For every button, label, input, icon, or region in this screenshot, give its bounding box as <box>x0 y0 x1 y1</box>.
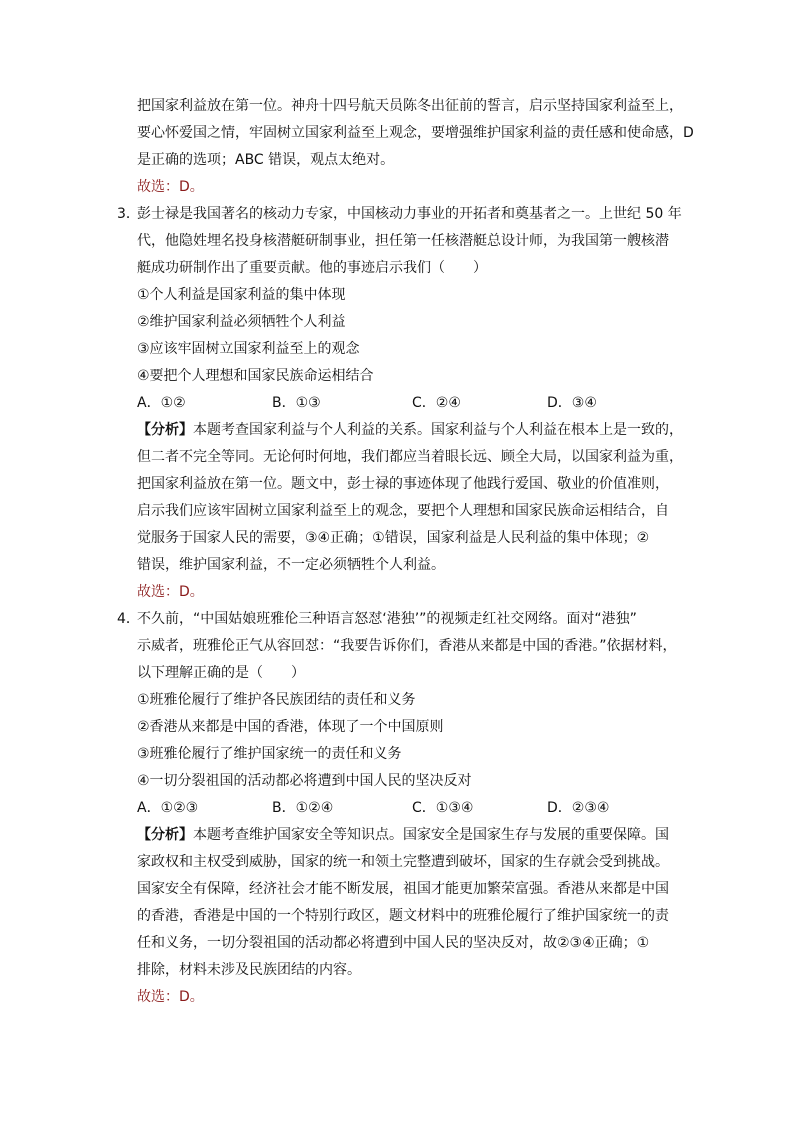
analysis-label: 【分析】 <box>137 827 193 843</box>
statement-item: ②维护国家利益必须牺牲个人利益 <box>137 314 346 330</box>
answer-line: 故选：D。 <box>137 989 204 1005</box>
analysis-line: 把国家利益放在第一位。题文中，彭士禄的事迹体现了他践行爱国、敬业的价值准则， <box>137 476 669 492</box>
analysis-label: 【分析】 <box>137 422 193 438</box>
option-b: B．①②④ <box>272 800 334 816</box>
option-d: D．②③④ <box>547 800 610 816</box>
option-c: C．②④ <box>412 395 461 411</box>
option-a: A．①②③ <box>137 800 199 816</box>
statement-item: ④要把个人理想和国家民族命运相结合 <box>137 368 374 384</box>
analysis-line: 任和义务，一切分裂祖国的活动都必将遭到中国人民的坚决反对，故②③④正确；① <box>137 935 650 951</box>
paragraph-line: 把国家利益放在第一位。神舟十四号航天员陈冬出征前的誓言，启示坚持国家利益至上， <box>137 98 683 114</box>
paragraph-line: 要心怀爱国之情，牢固树立国家利益至上观念，要增强维护国家利益的责任感和使命感，D <box>137 125 694 141</box>
question-stem-line: 彭士禄是我国著名的核动力专家，中国核动力事业的开拓者和奠基者之一。上世纪 50 年 <box>137 206 682 222</box>
option-b: B．①③ <box>272 395 321 411</box>
analysis-line <box>137 420 683 440</box>
analysis-line: 的香港，香港是中国的一个特别行政区，题文材料中的班雅伦履行了维护国家统一的责 <box>137 908 669 924</box>
question-stem-line: 以下理解正确的是（ ） <box>137 665 305 681</box>
question-stem-line: 代，他隐姓埋名投身核潜艇研制事业，担任第一任核潜艇总设计师，为我国第一艘核潜 <box>137 233 669 249</box>
question-number: 3． <box>117 206 140 222</box>
analysis-line: 家政权和主权受到威胁，国家的统一和领土完整遭到破坏，国家的生存就会受到挑战。 <box>137 854 669 870</box>
question-stem-line: 示威者，班雅伦正气从容回怼：“我要告诉你们，香港从来都是中国的香港。”依据材料， <box>137 638 677 654</box>
answer-line: 故选：D。 <box>137 179 204 195</box>
statement-item: ②香港从来都是中国的香港，体现了一个中国原则 <box>137 719 444 735</box>
option-a: A．①② <box>137 395 186 411</box>
statement-item: ③应该牢固树立国家利益至上的观念 <box>137 341 360 357</box>
question-number: 4． <box>117 611 140 627</box>
analysis-text: 本题考查维护国家安全等知识点。国家安全是国家生存与发展的重要保障。国 <box>193 827 669 843</box>
analysis-line: 排除，材料未涉及民族团结的内容。 <box>137 962 361 978</box>
statement-item: ①班雅伦履行了维护各民族团结的责任和义务 <box>137 692 416 708</box>
question-stem-line: 艇成功研制作出了重要贡献。他的事迹启示我们（ ） <box>137 260 487 276</box>
paragraph-line: 是正确的选项；ABC 错误，观点太绝对。 <box>137 152 395 168</box>
statement-item: ④一切分裂祖国的活动都必将遭到中国人民的坚决反对 <box>137 773 472 789</box>
option-c: C．①③④ <box>412 800 474 816</box>
question-stem-line: 不久前，“中国姑娘班雅伦三种语言怒怼‘港独’”的视频走红社交网络。面对“港独” <box>137 611 637 627</box>
analysis-line: 觉服务于国家人民的需要，③④正确；①错误，国家利益是人民利益的集中体现；② <box>137 530 650 546</box>
option-d: D．③④ <box>547 395 597 411</box>
statement-item: ①个人利益是国家利益的集中体现 <box>137 287 346 303</box>
answer-line: 故选：D。 <box>137 584 204 600</box>
analysis-line: 但二者不完全等同。无论何时何地，我们都应当着眼长远、顾全大局，以国家利益为重， <box>137 449 683 465</box>
analysis-line: 启示我们应该牢固树立国家利益至上的观念，要把个人理想和国家民族命运相结合，自 <box>137 503 669 519</box>
analysis-line: 国家安全有保障，经济社会才能不断发展，祖国才能更加繁荣富强。香港从来都是中国 <box>137 881 669 897</box>
analysis-line <box>137 825 669 845</box>
analysis-line: 错误，维护国家利益，不一定必须牺牲个人利益。 <box>137 557 445 573</box>
analysis-text: 本题考查国家利益与个人利益的关系。国家利益与个人利益在根本上是一致的， <box>193 422 683 438</box>
statement-item: ③班雅伦履行了维护国家统一的责任和义务 <box>137 746 402 762</box>
